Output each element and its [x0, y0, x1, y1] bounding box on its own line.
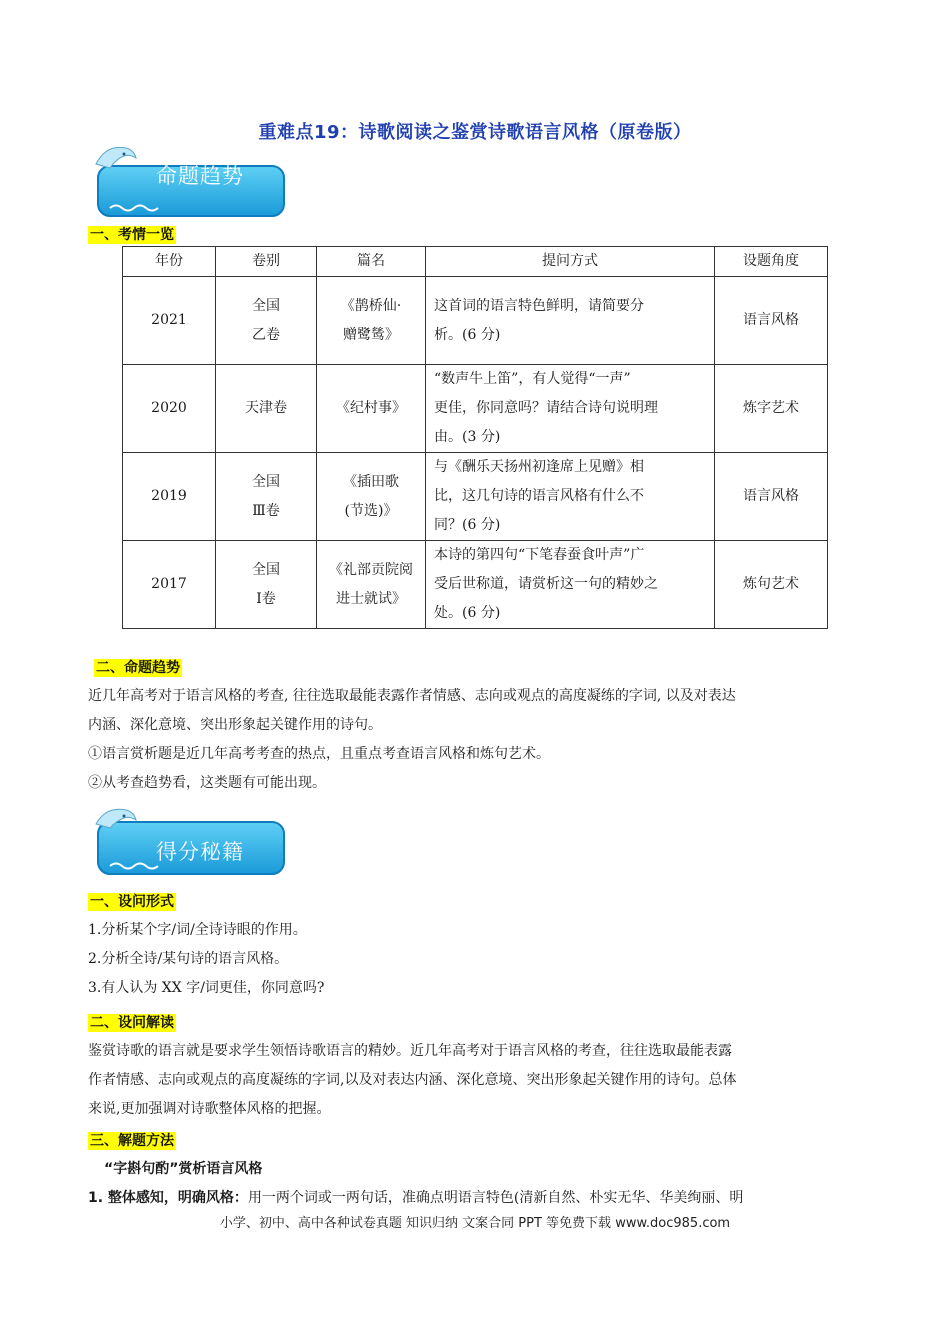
cell-title: 《插田歌 (节选)》 [317, 453, 426, 541]
interpretation-paragraph: 鉴赏诗歌的语言就是要求学生领悟诗歌语言的精妙。近几年高考对于语言风格的考查，往往选取最能表露 作者情感、志向或观点的高度凝练的字词,以及对表达内涵、深化意境、突出形象起关键作用的诗句。总体 来说,更加强调对诗歌整体风格的把握。 [88, 1043, 737, 1117]
cell-title: 《礼部贡院阅 进士就试》 [317, 541, 426, 629]
cell-paper: 全国 乙卷 [216, 277, 317, 365]
question-form-list: 1.分析某个字/词/全诗诗眼的作用。 2.分析全诗/某句诗的语言风格。 3.有人认为 XX 字/词更佳，你同意吗? [88, 922, 325, 996]
banner-trend-label: 命题趋势 [156, 164, 244, 188]
cell-question: 这首词的语言特色鲜明，请简要分 析。(6 分) [426, 277, 715, 365]
cell-paper: 天津卷 [216, 365, 317, 453]
cell-year: 2021 [123, 277, 216, 365]
table-row [123, 277, 828, 365]
cell-angle: 语言风格 [715, 453, 828, 541]
col-header-year: 年份 [123, 247, 216, 277]
table-header-row [123, 247, 828, 277]
col-header-paper: 卷别 [216, 247, 317, 277]
cell-year: 2020 [123, 365, 216, 453]
banner-tips [90, 808, 290, 888]
exam-table [122, 246, 828, 629]
col-header-angle: 设题角度 [715, 247, 828, 277]
cell-year: 2019 [123, 453, 216, 541]
table-row [123, 365, 828, 453]
cell-angle: 炼字艺术 [715, 365, 828, 453]
trend-paragraph: 近几年高考对于语言风格的考查, 往往选取最能表露作者情感、志向或观点的高度凝练的字词, 以及对表达 内涵、深化意境、突出形象起关键作用的诗句。 ①语言赏析题是近几年高考考查的热点，且重点考查语言风格和炼句艺术。 ②从考查趋势看，这类题有可能出现。 [88, 688, 736, 791]
cell-question: 与《酬乐天扬州初逢席上见赠》相 比，这几句诗的语言风格有什么不 同？(6 分) [426, 453, 715, 541]
banner-tips-label: 得分秘籍 [156, 840, 244, 864]
col-header-title: 篇名 [317, 247, 426, 277]
table-row [123, 453, 828, 541]
cell-title: 《鹊桥仙· 赠鹭鸶》 [317, 277, 426, 365]
cell-paper: 全国 Ⅲ卷 [216, 453, 317, 541]
method-subheading: “字斟句酌”赏析语言风格 [104, 1161, 263, 1177]
footer: 小学、初中、高中各种试卷真题 知识归纳 文案合同 PPT 等免费下载 www.doc985.com [219, 1216, 731, 1231]
section-heading-question-interpretation: 二、设问解读 [90, 1015, 174, 1031]
section-heading-method: 三、解题方法 [90, 1133, 174, 1149]
section-heading-overview: 一、考情一览 [90, 227, 174, 243]
cell-angle: 炼句艺术 [715, 541, 828, 629]
cell-question: “数声牛上笛”，有人觉得“一声” 更佳，你同意吗？请结合诗句说明理 由。(3 分) [426, 365, 715, 453]
cell-year: 2017 [123, 541, 216, 629]
col-header-question: 提问方式 [426, 247, 715, 277]
table-row [123, 541, 828, 629]
cell-angle: 语言风格 [715, 277, 828, 365]
section-heading-trend: 二、命题趋势 [96, 660, 180, 676]
method-item-1: 1. 整体感知，明确风格：用一两个词或一两句话，准确点明语言特色(清新自然、朴实无华、华美绚丽、明 [88, 1190, 744, 1206]
cell-question: 本诗的第四句“下笔春蚕食叶声”广 受后世称道，请赏析这一句的精妙之 处。(6 分) [426, 541, 715, 629]
cell-paper: 全国 Ⅰ卷 [216, 541, 317, 629]
cell-title: 《纪村事》 [317, 365, 426, 453]
page-title: 重难点19：诗歌阅读之鉴赏诗歌语言风格（原卷版） [258, 122, 692, 143]
banner-trend [90, 142, 290, 222]
section-heading-question-form: 一、设问形式 [90, 894, 174, 910]
